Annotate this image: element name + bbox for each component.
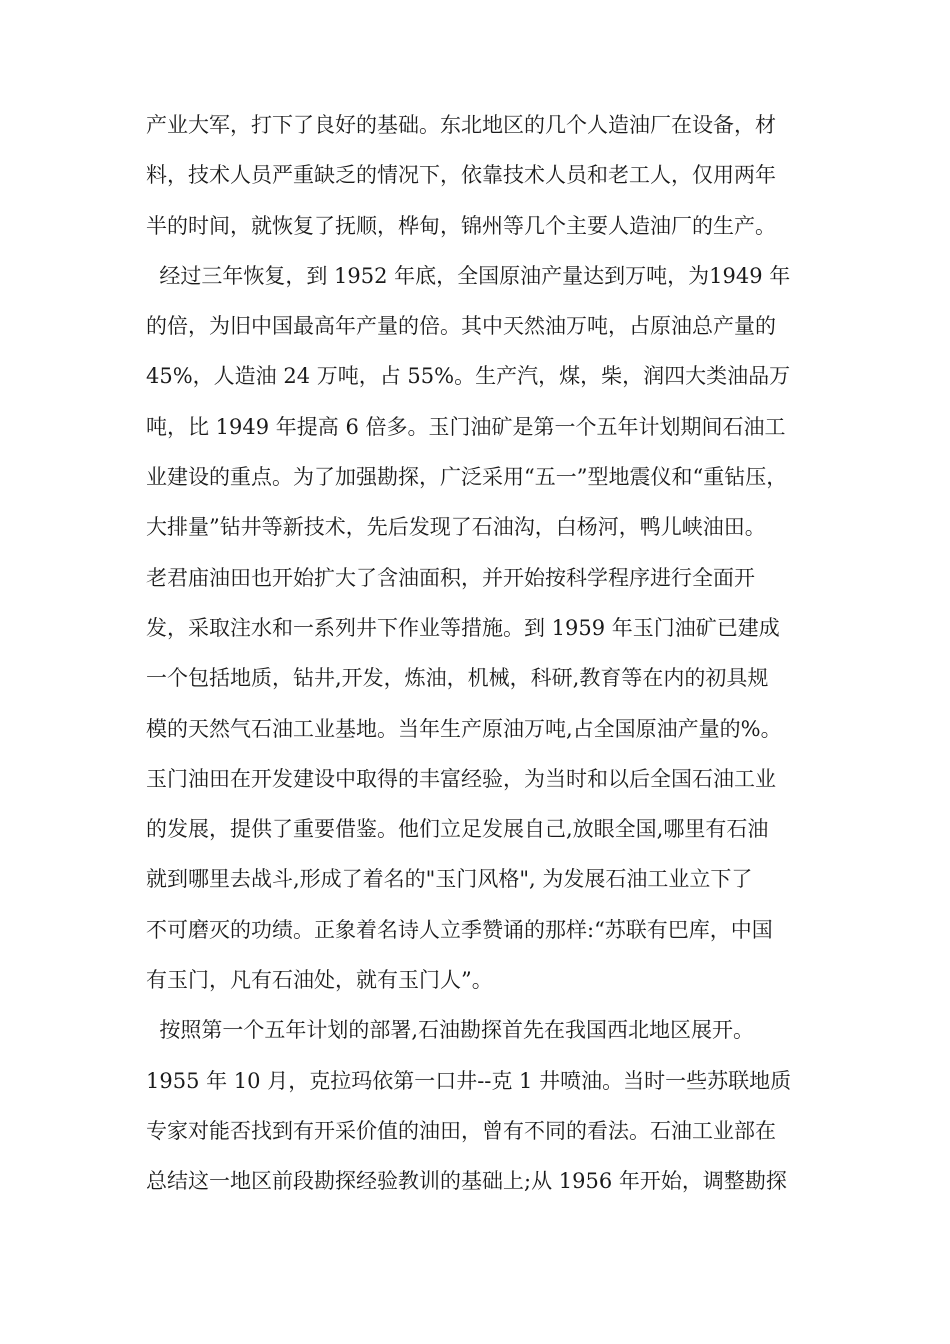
text-line: 专家对能否找到有开采价值的油田，曾有不同的看法。石油工业部在 — [146, 1118, 776, 1143]
text-line: 发，采取注水和一系列井下作业等措施。到 1959 年玉门油矿已建成 — [146, 615, 780, 640]
text-line: 老君庙油田也开始扩大了含油面积，并开始按科学程序进行全面开 — [146, 565, 755, 590]
text-line: 经过三年恢复，到 1952 年底，全国原油产量达到万吨，为1949 年 — [146, 263, 791, 288]
text-line: 1955 年 10 月，克拉玛依第一口井--克 1 井喷油。当时一些苏联地质 — [146, 1068, 792, 1093]
text-line: 按照第一个五年计划的部署,石油勘探首先在我国西北地区展开。 — [146, 1018, 755, 1043]
text-line: 总结这一地区前段勘探经验教训的基础上;从 1956 年开始，调整勘探 — [146, 1169, 787, 1194]
text-line: 大排量”钻井等新技术，先后发现了石油沟，白杨河，鸭儿峡油田。 — [146, 515, 766, 540]
text-line: 产业大军，打下了良好的基础。东北地区的几个人造油厂在设备，材 — [146, 113, 776, 137]
text-line: 45%，人造油 24 万吨，占 55%。生产汽，煤，柴，润四大类油品万 — [146, 364, 791, 389]
text-line: 就到哪里去战斗,形成了着名的"玉门风格", 为发展石油工业立下了 — [146, 867, 753, 892]
text-line: 吨，比 1949 年提高 6 倍多。玉门油矿是第一个五年计划期间石油工 — [146, 414, 786, 439]
text-line: 模的天然气石油工业基地。当年生产原油万吨,占全国原油产量的%。 — [146, 716, 782, 741]
text-line: 有玉门，凡有石油处，就有玉门人”。 — [146, 968, 493, 993]
text-line: 的倍，为旧中国最高年产量的倍。其中天然油万吨，占原油总产量的 — [146, 314, 776, 339]
text-line: 业建设的重点。为了加强勘探，广泛采用“五一”型地震仪和“重钻压， — [146, 465, 788, 490]
body-text — [146, 100, 826, 1207]
text-line: 的发展，提供了重要借鉴。他们立足发展自己,放眼全国,哪里有石油 — [146, 817, 769, 842]
text-line: 半的时间，就恢复了抚顺，桦甸，锦州等几个主要人造油厂的生产。 — [146, 213, 776, 238]
text-line: 不可磨灭的功绩。正象着名诗人立季赞诵的那样:“苏联有巴库，中国 — [146, 917, 773, 942]
text-line: 玉门油田在开发建设中取得的丰富经验，为当时和以后全国石油工业 — [146, 766, 776, 791]
text-line: 一个包括地质，钻井,开发，炼油，机械，科研,教育等在内的初具规 — [146, 666, 769, 691]
text-line: 料，技术人员严重缺乏的情况下，依靠技术人员和老工人，仅用两年 — [146, 163, 776, 188]
